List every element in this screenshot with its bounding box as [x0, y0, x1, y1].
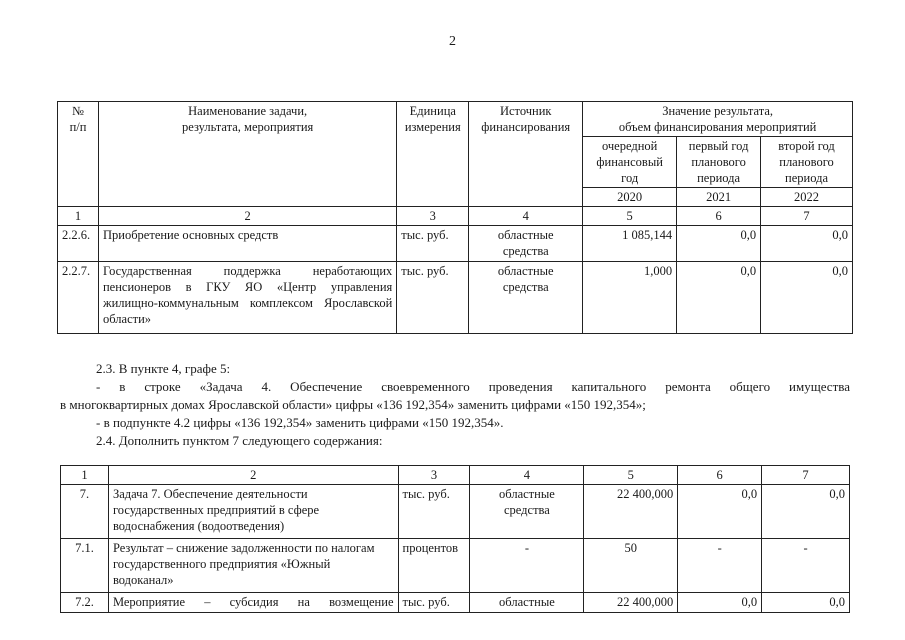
header-name: Наименование задачи, результата, мероприятия [98, 102, 396, 207]
row-source: областные [470, 593, 584, 613]
row-source: областные средства [469, 226, 583, 262]
row-value-2020: 1,000 [583, 262, 677, 334]
row-unit: процентов [398, 539, 470, 593]
row-name: Задача 7. Обеспечение деятельности государственных предприятий в сфере водоснабжения (водоотведения) [108, 485, 398, 539]
row-unit: тыс. руб. [397, 262, 469, 334]
row-name: Мероприятие – субсидия на возмещение [108, 593, 398, 613]
table-row [61, 593, 850, 613]
col-number: 3 [397, 207, 469, 226]
table-row [58, 262, 853, 334]
header-source: Источник финансирования [469, 102, 583, 207]
row-value-2020: 22 400,000 [584, 593, 678, 613]
row-name: Приобретение основных средств [98, 226, 396, 262]
paragraph-2-3-line2: в многоквартирных домах Ярославской области» цифры «136 192,354» заменить цифрами «150 192,354»; [60, 397, 646, 412]
col-number: 6 [678, 466, 762, 485]
financing-table-bottom [60, 465, 850, 613]
row-source: - [470, 539, 584, 593]
col-number: 5 [584, 466, 678, 485]
row-num: 7. [61, 485, 109, 539]
header-year-2022: 2022 [761, 188, 853, 207]
page-number: 2 [449, 34, 456, 49]
col-number: 5 [583, 207, 677, 226]
col-number: 4 [469, 207, 583, 226]
col-number: 7 [761, 207, 853, 226]
header-col6: первый год планового периода [677, 137, 761, 188]
row-value-2021: 0,0 [678, 485, 762, 539]
row-value-2020: 50 [584, 539, 678, 593]
row-num: 2.2.7. [58, 262, 99, 334]
financing-table-top [57, 101, 853, 334]
paragraph-2-3-sub: - в подпункте 4.2 цифры «136 192,354» заменить цифрами «150 192,354». [96, 415, 504, 430]
row-value-2022: 0,0 [762, 593, 850, 613]
row-num: 7.1. [61, 539, 109, 593]
row-value-2020: 22 400,000 [584, 485, 678, 539]
table-row [58, 226, 853, 262]
row-unit: тыс. руб. [397, 226, 469, 262]
row-value-2021: - [678, 539, 762, 593]
row-name: Государственная поддержка неработающих пенсионеров в ГКУ ЯО «Центр управления жилищно-коммунальным комплексом Ярославской области» [98, 262, 396, 334]
paragraph-2-3-line1-text [96, 378, 850, 396]
col-number: 2 [108, 466, 398, 485]
header-year-2021: 2021 [677, 188, 761, 207]
row-value-2021: 0,0 [677, 226, 761, 262]
paragraph-2-3-line1 [96, 378, 850, 396]
row-name: Результат – снижение задолженности по налогам государственного предприятия «Южный водоканал» [108, 539, 398, 593]
table-row [61, 485, 850, 539]
row-value-2022: 0,0 [761, 226, 853, 262]
column-number-row [61, 466, 850, 485]
header-col7: второй год планового периода [761, 137, 853, 188]
col-number: 7 [762, 466, 850, 485]
paragraph-2-3-line1-content: - в строке «Задача 4. Обеспечение своевременного проведения капитального ремонта общего имущества [96, 379, 850, 394]
col-number: 6 [677, 207, 761, 226]
row-value-2021: 0,0 [678, 593, 762, 613]
header-unit: Единица измерения [397, 102, 469, 207]
row-value-2020: 1 085,144 [583, 226, 677, 262]
column-number-row [58, 207, 853, 226]
row-value-2022: 0,0 [761, 262, 853, 334]
header-year-2020: 2020 [583, 188, 677, 207]
table-row [61, 539, 850, 593]
row-value-2022: - [762, 539, 850, 593]
paragraph-2-3: 2.3. В пункте 4, графе 5: [96, 361, 231, 376]
row-source: областные средства [470, 485, 584, 539]
col-number: 3 [398, 466, 470, 485]
row-unit: тыс. руб. [398, 485, 470, 539]
row-num: 2.2.6. [58, 226, 99, 262]
col-number: 4 [470, 466, 584, 485]
row-value-2021: 0,0 [677, 262, 761, 334]
paragraph-2-4: 2.4. Дополнить пунктом 7 следующего содержания: [96, 433, 383, 448]
header-num: № п/п [58, 102, 99, 207]
row-num: 7.2. [61, 593, 109, 613]
col-number: 1 [58, 207, 99, 226]
row-unit: тыс. руб. [398, 593, 470, 613]
row-value-2022: 0,0 [762, 485, 850, 539]
col-number: 2 [98, 207, 396, 226]
col-number: 1 [61, 466, 109, 485]
row-source: областные средства [469, 262, 583, 334]
header-value: Значение результата, объем финансирования мероприятий [583, 102, 853, 137]
header-col5: очередной финансовый год [583, 137, 677, 188]
